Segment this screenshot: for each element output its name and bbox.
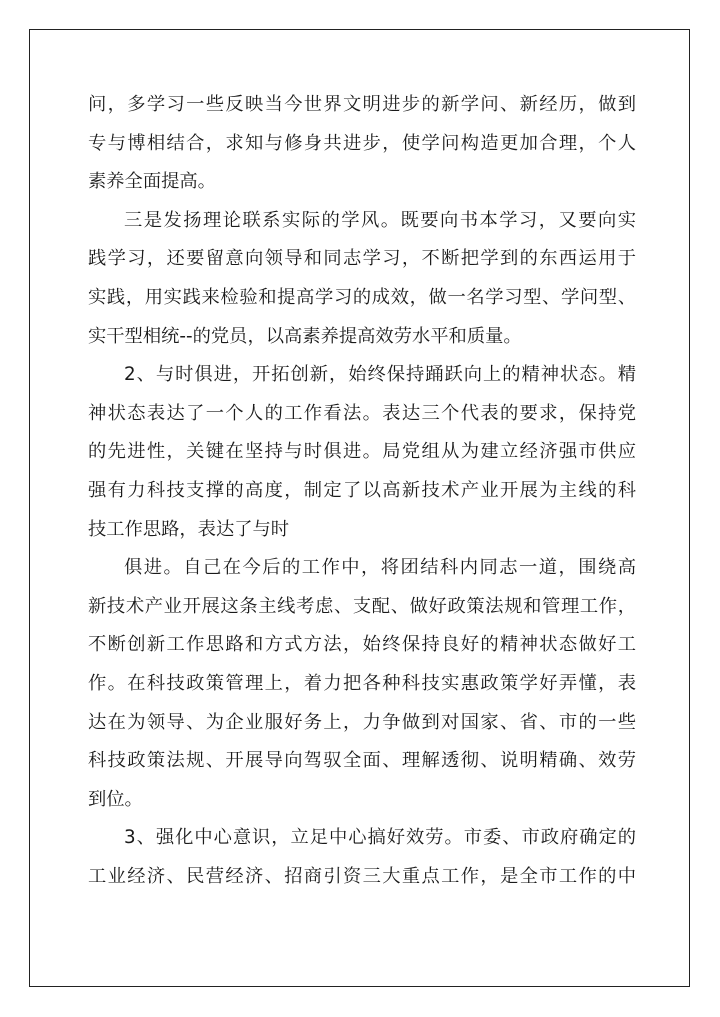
text-line: 专与博相结合，求知与修身共进步，使学问构造更加合理，个人 xyxy=(88,132,636,154)
paragraph xyxy=(88,356,636,549)
text-line: 神状态表达了一个人的工作看法。表达三个代表的要求，保持党 xyxy=(88,402,636,424)
paragraph xyxy=(88,819,636,896)
document-body xyxy=(88,86,636,896)
paragraph xyxy=(88,202,636,356)
text-line: 工业经济、民营经济、招商引资三大重点工作，是全市工作的中 xyxy=(88,865,636,887)
text-line: 实干型相统--的党员，以高素养提高效劳水平和质量。 xyxy=(88,325,522,347)
text-line: 达在为领导、为企业服好务上，力争做到对国家、省、市的一些 xyxy=(88,711,636,733)
text-line: 2、与时俱进，开拓创新，始终保持踊跃向上的精神状态。精 xyxy=(124,364,636,386)
paragraph xyxy=(88,549,636,819)
text-line: 的先进性，关键在坚持与时俱进。局党组从为建立经济强市供应 xyxy=(88,441,636,463)
text-line: 三是发扬理论联系实际的学风。既要向书本学习，又要向实 xyxy=(124,209,636,231)
text-line: 实践，用实践来检验和提高学习的成效，做一名学习型、学问型、 xyxy=(88,286,636,308)
text-line: 强有力科技支撑的高度，制定了以高新技术产业开展为主线的科 xyxy=(88,479,636,501)
text-line: 科技政策法规、开展导向驾驭全面、理解透彻、说明精确、效劳 xyxy=(88,750,636,772)
text-line: 新技术产业开展这条主线考虑、支配、做好政策法规和管理工作， xyxy=(88,595,636,617)
text-line: 践学习，还要留意向领导和同志学习，不断把学到的东西运用于 xyxy=(88,248,636,270)
text-line: 不断创新工作思路和方式方法，始终保持良好的精神状态做好工 xyxy=(88,634,636,656)
text-line: 问，多学习一些反映当今世界文明进步的新学问、新经历，做到 xyxy=(88,94,636,115)
paragraph xyxy=(88,86,636,202)
text-line: 3、强化中心意识，立足中心搞好效劳。市委、市政府确定的 xyxy=(124,827,636,849)
text-line: 技工作思路，表达了与时 xyxy=(88,518,290,540)
text-line: 作。在科技政策管理上，着力把各种科技实惠政策学好弄懂，表 xyxy=(88,672,636,694)
text-line: 俱进。自己在今后的工作中，将团结科内同志一道，围绕高 xyxy=(124,557,636,579)
text-line: 到位。 xyxy=(88,788,143,810)
text-line: 素养全面提高。 xyxy=(88,171,216,193)
